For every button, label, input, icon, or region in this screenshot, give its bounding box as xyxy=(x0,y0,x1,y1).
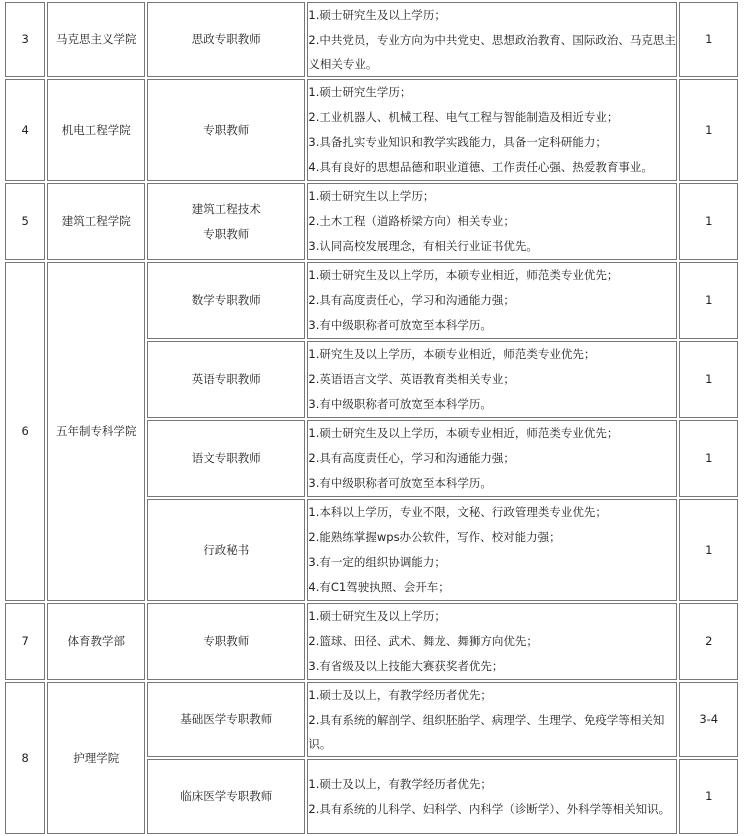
requirement-line: 1.硕士研究生及以上学历，本硕专业相近，师范类专业优先； xyxy=(308,426,619,440)
table-row xyxy=(5,262,738,339)
headcount: 1 xyxy=(679,183,738,260)
row-number: 4 xyxy=(5,79,45,181)
requirements xyxy=(307,682,677,757)
requirement-line: 2.具有高度责任心，学习和沟通能力强； xyxy=(308,451,515,465)
college-name: 五年制专科学院 xyxy=(47,262,145,601)
position-title-line: 数学专职教师 xyxy=(191,293,261,307)
position-title xyxy=(147,499,305,601)
position-title xyxy=(147,2,305,77)
position-title-line: 建筑工程技术 xyxy=(191,201,261,216)
requirement-line: 2.具有系统的解剖学、组织胚胎学、病理学、生理学、免疫学等相关知识。 xyxy=(308,713,665,751)
requirement-line: 1.硕士研究生及以上学历，本硕专业相近，师范类专业优先； xyxy=(308,268,619,282)
position-title xyxy=(147,759,305,834)
requirement-line: 1.硕士及以上，有教学经历者优先； xyxy=(308,777,492,791)
requirements xyxy=(307,2,677,77)
requirement-line: 2.土木工程（道路桥梁方向）相关专业； xyxy=(308,214,515,228)
position-title-line: 思政专职教师 xyxy=(191,32,261,46)
requirements xyxy=(307,79,677,181)
headcount: 3-4 xyxy=(679,682,738,757)
requirement-line: 2.英语语言文学、英语教育类相关专业； xyxy=(308,372,515,386)
requirement-line: 1.硕士研究生及以上学历； xyxy=(308,8,446,22)
requirement-line: 3.具备扎实专业知识和教学实践能力，具备一定科研能力； xyxy=(308,135,607,149)
requirement-line: 2.能熟练掌握wps办公软件，写作、校对能力强； xyxy=(308,530,561,544)
position-title-line: 语文专职教师 xyxy=(191,451,261,465)
college-name: 体育教学部 xyxy=(47,603,145,680)
position-title xyxy=(147,603,305,680)
requirement-line: 4.具有良好的思想品德和职业道德、工作责任心强、热爱教育事业。 xyxy=(308,160,653,174)
college-name: 护理学院 xyxy=(47,682,145,834)
headcount: 1 xyxy=(679,79,738,181)
row-number: 6 xyxy=(5,262,45,601)
headcount: 2 xyxy=(679,603,738,680)
headcount: 1 xyxy=(679,420,738,497)
row-number: 5 xyxy=(5,183,45,260)
requirement-line: 2.工业机器人、机械工程、电气工程与智能制造及相近专业； xyxy=(308,110,619,124)
headcount: 1 xyxy=(679,499,738,601)
table-row xyxy=(5,603,738,680)
headcount: 1 xyxy=(679,2,738,77)
requirement-line: 1.硕士研究生学历； xyxy=(308,85,412,99)
requirement-line: 2.篮球、田径、武术、舞龙、舞狮方向优先； xyxy=(308,634,538,648)
headcount: 1 xyxy=(679,341,738,418)
requirement-line: 3.认同高校发展理念，有相关行业证书优先。 xyxy=(308,239,538,253)
position-title-line: 英语专职教师 xyxy=(191,372,261,386)
requirements xyxy=(307,759,677,834)
requirements xyxy=(307,499,677,601)
college-name: 建筑工程学院 xyxy=(47,183,145,260)
table-row xyxy=(5,682,738,757)
position-title xyxy=(147,262,305,339)
position-title-line: 基础医学专职教师 xyxy=(180,712,273,726)
row-number: 7 xyxy=(5,603,45,680)
requirement-line: 1.硕士研究生以上学历； xyxy=(308,189,435,203)
requirement-line: 3.有中级职称者可放宽至本科学历。 xyxy=(308,476,492,490)
row-number: 8 xyxy=(5,682,45,834)
college-name: 马克思主义学院 xyxy=(47,2,145,77)
position-title xyxy=(147,420,305,497)
requirement-line: 4.有C1驾驶执照、会开车； xyxy=(308,580,450,594)
requirements xyxy=(307,341,677,418)
position-title-line: 临床医学专职教师 xyxy=(180,789,273,803)
table-row xyxy=(5,2,738,77)
requirement-line: 3.有中级职称者可放宽至本科学历。 xyxy=(308,318,492,332)
headcount: 1 xyxy=(679,262,738,339)
position-title xyxy=(147,183,305,260)
position-title-line: 行政秘书 xyxy=(203,542,250,557)
requirement-line: 3.有中级职称者可放宽至本科学历。 xyxy=(308,397,492,411)
requirements xyxy=(307,603,677,680)
requirements xyxy=(307,420,677,497)
headcount: 1 xyxy=(679,759,738,834)
position-title-line: 专职教师 xyxy=(203,226,250,241)
college-name: 机电工程学院 xyxy=(47,79,145,181)
recruitment-table xyxy=(3,0,740,836)
requirement-line: 1.硕士及以上，有教学经历者优先； xyxy=(308,688,492,702)
position-title xyxy=(147,79,305,181)
table-row xyxy=(5,183,738,260)
requirement-line: 1.本科以上学历，专业不限，文秘、行政管理类专业优先； xyxy=(308,505,607,519)
requirement-line: 2.具有高度责任心，学习和沟通能力强； xyxy=(308,293,515,307)
requirement-line: 2.中共党员，专业方向为中共党史、思想政治教育、国际政治、马克思主义相关专业。 xyxy=(308,33,676,71)
requirement-line: 3.有一定的组织协调能力； xyxy=(308,555,446,569)
requirement-line: 1.研究生及以上学历，本硕专业相近，师范类专业优先； xyxy=(308,347,596,361)
position-title-line: 专职教师 xyxy=(203,122,250,137)
requirement-line: 2.具有系统的儿科学、妇科学、内科学（诊断学）、外科学等相关知识。 xyxy=(308,802,671,816)
requirements xyxy=(307,262,677,339)
position-title xyxy=(147,682,305,757)
row-number: 3 xyxy=(5,2,45,77)
table-row xyxy=(5,79,738,181)
requirement-line: 1.硕士研究生及以上学历； xyxy=(308,609,446,623)
requirement-line: 3.有省级及以上技能大赛获奖者优先； xyxy=(308,659,504,673)
position-title xyxy=(147,341,305,418)
position-title-line: 专职教师 xyxy=(203,634,250,648)
requirements xyxy=(307,183,677,260)
